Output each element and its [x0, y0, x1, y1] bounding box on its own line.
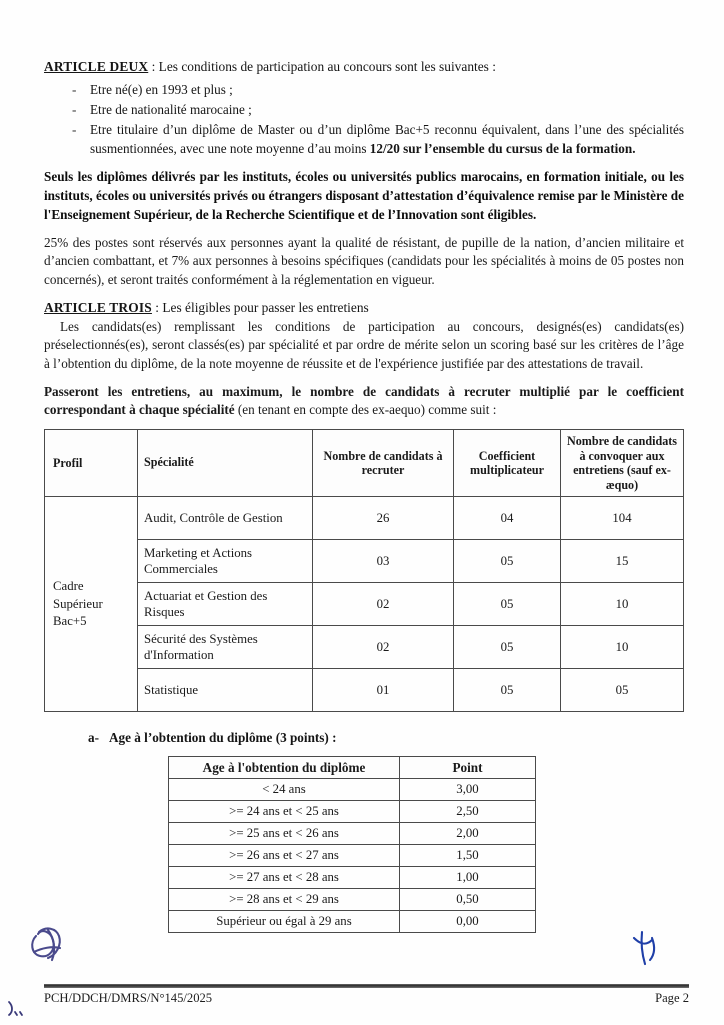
- specialities-table-body: [45, 497, 684, 712]
- cell-to-recruit: 26: [313, 497, 454, 540]
- cell-age-range: >= 27 ans et < 28 ans: [169, 867, 400, 889]
- age-points-table-body: [169, 779, 536, 933]
- paragraph-quotas: 25% des postes sont réservés aux personnes ayant la qualité de résistant, de pupille de la nation, d’ancien militaire et d’ancien combattant, et 7% aux personnes à besoins spécifiques (candidats pour les spécialités à moins de 05 postes non concernés), et seront traités conformément à la réglementation en vigueur.: [44, 234, 684, 287]
- cell-speciality: Sécurité des Systèmes d'Information: [138, 626, 313, 669]
- cell-age-range: >= 24 ans et < 25 ans: [169, 801, 400, 823]
- article-deux-lead: : Les conditions de participation au concours sont les suivantes :: [148, 59, 496, 74]
- age-points-table-head: [169, 757, 536, 779]
- table-header-row: [169, 757, 536, 779]
- cell-to-recruit: 01: [313, 669, 454, 712]
- cell-speciality: Statistique: [138, 669, 313, 712]
- cell-point: 1,50: [400, 845, 536, 867]
- article-deux-heading: [44, 58, 684, 77]
- table-row: [169, 779, 536, 801]
- condition-text: Etre de nationalité marocaine ;: [90, 101, 252, 117]
- paragraph-article-trois-body: Les candidats(es) remplissant les conditions de participation au concours, designés(es) candidats(es) préselectionnés(es), seront classés(es) par spécialité et par ordre de mérite selon un scoring basé sur les critères de l’âge à l’obtention du diplôme, de la note moyenne de réussite et de l'expérience justifiée par des attestations de travail.: [44, 318, 684, 371]
- paragraph-interviews-tail: (en tenant en compte des ex-aequo) comme suit :: [237, 402, 497, 418]
- cell-to-recruit: 02: [313, 583, 454, 626]
- cell-age-range: >= 25 ans et < 26 ans: [169, 823, 400, 845]
- cell-point: 0,50: [400, 889, 536, 911]
- column-header-speciality: Spécialité: [138, 430, 313, 497]
- age-points-table: [168, 756, 536, 933]
- column-header-to-recruit: Nombre de candidats à recruter: [313, 430, 454, 497]
- article-trois-title: ARTICLE TROIS: [44, 299, 152, 315]
- table-row: [169, 845, 536, 867]
- cell-age-range: >= 28 ans et < 29 ans: [169, 889, 400, 911]
- condition-item: [72, 100, 684, 119]
- cell-point: 2,00: [400, 823, 536, 845]
- column-header-coefficient: Coefficient multiplicateur: [454, 430, 561, 497]
- column-header-to-convoke: Nombre de candidats à convoquer aux entretiens (sauf ex-æquo): [561, 430, 684, 497]
- specialities-table: [44, 429, 684, 712]
- cell-to-convoke: 10: [561, 626, 684, 669]
- column-header-age-range: Age à l'obtention du diplôme: [169, 757, 400, 779]
- table-row: [45, 583, 684, 626]
- table-row: [169, 889, 536, 911]
- cell-coefficient: 05: [454, 540, 561, 583]
- cell-age-range: Supérieur ou égal à 29 ans: [169, 911, 400, 933]
- cell-speciality: Marketing et Actions Commerciales: [138, 540, 313, 583]
- cell-to-recruit: 02: [313, 626, 454, 669]
- article-deux-title: ARTICLE DEUX: [44, 59, 149, 74]
- cell-speciality: Audit, Contrôle de Gestion: [138, 497, 313, 540]
- sub-item-a: [88, 730, 684, 746]
- condition-text: Etre titulaire d’un diplôme de Master ou d’un diplôme Bac+5 reconnu équivalent, dans l’une des spécialités susmentionnées, avec une note moyenne d’au moins: [90, 122, 684, 157]
- table-row: [45, 626, 684, 669]
- cell-speciality: Actuariat et Gestion des Risques: [138, 583, 313, 626]
- handwritten-initial: [628, 928, 662, 977]
- cell-to-convoke: 104: [561, 497, 684, 540]
- cell-coefficient: 05: [454, 626, 561, 669]
- footer-reference: PCH/DDCH/DMRS/N°145/2025: [44, 991, 213, 1005]
- table-row: [169, 801, 536, 823]
- cell-age-range: >= 26 ans et < 27 ans: [169, 845, 400, 867]
- article-trois-lead: : Les éligibles pour passer les entretiens: [151, 299, 369, 315]
- cell-to-convoke: 05: [561, 669, 684, 712]
- sub-item-marker: a-: [88, 730, 99, 746]
- cell-profil: Cadre Supérieur Bac+5: [45, 497, 138, 712]
- column-header-profil: Profil: [45, 430, 138, 497]
- cell-point: 2,50: [400, 801, 536, 823]
- table-row: [45, 540, 684, 583]
- paragraph-eligibility: Seuls les diplômes délivrés par les instituts, écoles ou universités publics marocains, en formation initiale, ou les instituts, écoles ou universités privés ou étrangers disposant d’attestation d’équivalence remise par le Ministère de l'Enseignement Supérieur, de la Recherche Scientifique et de l’Innovation sont éligibles.: [44, 169, 684, 222]
- condition-emphasis: 12/20 sur l’ensemble du cursus de la formation.: [369, 141, 636, 157]
- condition-item: [72, 80, 684, 99]
- table-row: [169, 823, 536, 845]
- footer-divider: [44, 984, 689, 988]
- cell-age-range: < 24 ans: [169, 779, 400, 801]
- document-body: [44, 58, 684, 933]
- cell-coefficient: 04: [454, 497, 561, 540]
- cell-point: 0,00: [400, 911, 536, 933]
- paragraph-interviews-emphasis: Passeront les entretiens, au maximum, le nombre de candidats à recruter multiplié par le coefficient correspondant à chaque spécialité: [44, 383, 684, 418]
- table-header-row: [45, 430, 684, 497]
- table-row: [45, 669, 684, 712]
- cell-to-convoke: 15: [561, 540, 684, 583]
- column-header-point: Point: [400, 757, 536, 779]
- condition-text: Etre né(e) en 1993 et plus ;: [90, 81, 233, 97]
- cell-to-recruit: 03: [313, 540, 454, 583]
- specialities-table-head: [45, 430, 684, 497]
- table-row: [45, 497, 684, 540]
- cell-coefficient: 05: [454, 583, 561, 626]
- footer-page-number: Page 2: [655, 991, 689, 1005]
- ink-mark: [4, 998, 28, 1025]
- cell-coefficient: 05: [454, 669, 561, 712]
- cell-to-convoke: 10: [561, 583, 684, 626]
- page-footer: [44, 991, 689, 1006]
- table-row: [169, 911, 536, 933]
- paragraph-interviews: [44, 383, 684, 420]
- cell-point: 3,00: [400, 779, 536, 801]
- condition-item: [72, 120, 684, 158]
- conditions-list: [44, 80, 684, 159]
- table-row: [169, 867, 536, 889]
- cell-point: 1,00: [400, 867, 536, 889]
- sub-item-label: Age à l’obtention du diplôme (3 points) :: [109, 730, 337, 746]
- article-trois-heading: [44, 299, 684, 318]
